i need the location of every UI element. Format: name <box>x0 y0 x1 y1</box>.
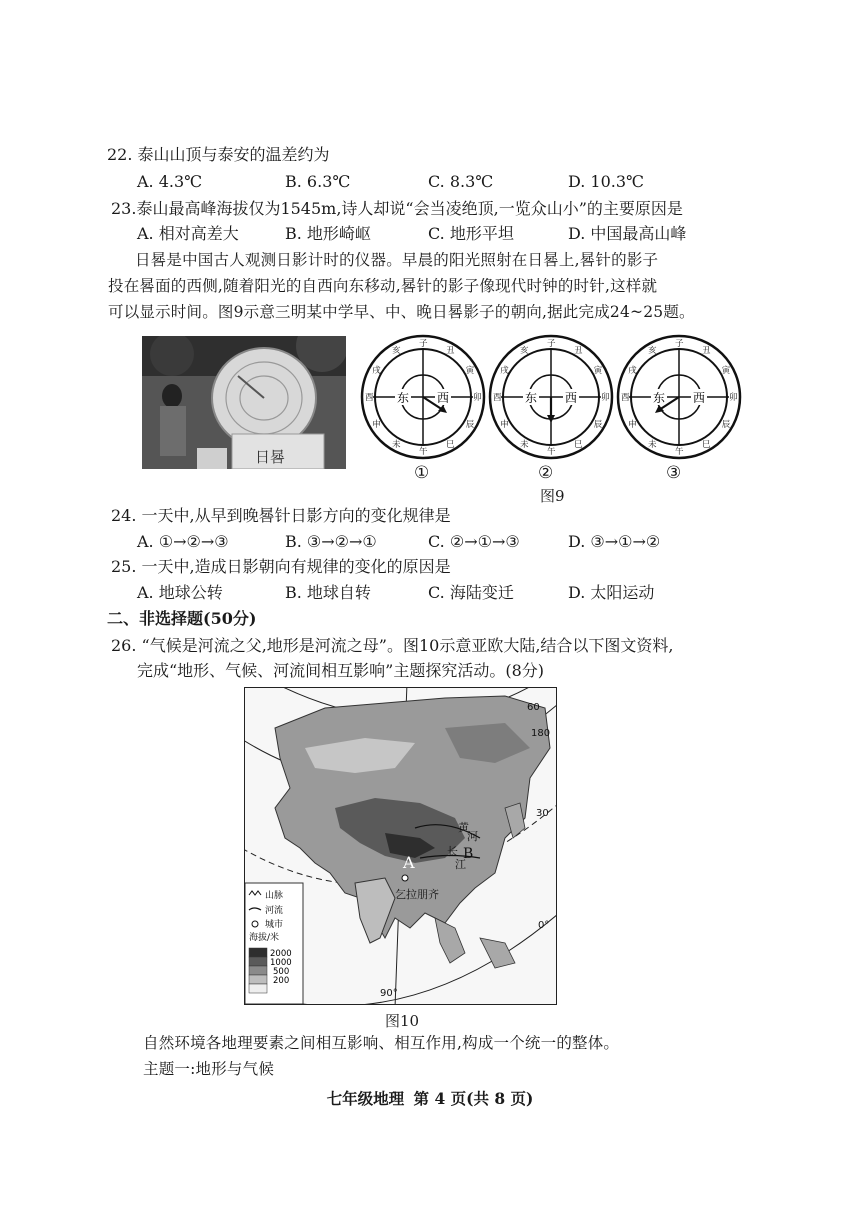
q25-option-b: B. 地球自转 <box>285 583 371 602</box>
dial-branch-char: 亥 <box>520 346 529 357</box>
map-river-label-2: 河 <box>467 830 478 843</box>
q22-option-b: B. 6.3℃ <box>285 172 351 191</box>
sundial-diagram-3 <box>615 333 743 461</box>
dial-branch-char: 午 <box>675 447 684 457</box>
dial-branch-char: 丑 <box>446 346 455 357</box>
dial2-west-label: 西 <box>565 391 578 405</box>
q23-option-d: D. 中国最高山峰 <box>568 224 687 243</box>
dial-branch-char: 申 <box>372 420 381 430</box>
sundial-diagram-2 <box>487 333 615 461</box>
map-label-a: A <box>403 853 415 872</box>
q23-option-a: A. 相对高差大 <box>137 224 239 243</box>
dial-branch-char: 未 <box>520 439 529 450</box>
dial-branch-char: 酉 <box>493 393 502 403</box>
dial-branch-char: 丑 <box>574 346 583 357</box>
map-lat-30: 30 <box>536 808 549 819</box>
dial-branch-char: 戌 <box>628 366 637 376</box>
dial-branch-char: 寅 <box>593 366 603 376</box>
dial-branch-char: 丑 <box>702 346 711 357</box>
dial3-west-label: 西 <box>693 391 706 405</box>
sundial-diagram-1 <box>359 333 487 461</box>
legend-level-200: 200 <box>273 976 290 986</box>
legend-level-1000: 1000 <box>270 958 292 968</box>
dial-branch-char: 寅 <box>721 366 731 376</box>
dial-branch-char: 申 <box>500 420 509 430</box>
footer-page: 第 4 页(共 8 页) <box>413 1089 534 1108</box>
dial-branch-char: 巳 <box>574 439 583 450</box>
q24-option-b: B. ③→②→① <box>285 532 377 551</box>
dial-branch-char: 巳 <box>702 439 711 450</box>
q22-option-d: D. 10.3℃ <box>568 172 644 191</box>
dial-branch-char: 辰 <box>721 420 731 430</box>
dial-branch-char: 子 <box>419 339 428 349</box>
dial-branch-char: 亥 <box>648 346 657 357</box>
dial-branch-char: 申 <box>628 420 637 430</box>
dial-branch-char: 戌 <box>372 366 381 376</box>
map-city-label: 乞拉朋齐 <box>395 888 439 901</box>
map-lon-90: 90° <box>380 988 398 999</box>
q22-option-a: A. 4.3℃ <box>137 172 203 191</box>
dial-branch-char: 巳 <box>446 439 455 450</box>
figure10-caption: 图10 <box>385 1012 420 1030</box>
dial-branch-char: 卯 <box>601 393 610 403</box>
intro-line-2: 投在晷面的西侧,随着阳光的自西向东移动,晷针的影子像现代时钟的时针,这样就 <box>108 277 658 295</box>
map-lat-60: 60 <box>527 702 540 713</box>
eurasia-map <box>244 687 557 1005</box>
dial-branch-char: 戌 <box>500 366 509 376</box>
dial1-west-label: 西 <box>437 391 450 405</box>
dial-branch-char: 寅 <box>465 366 475 376</box>
map-river-label-4: 江 <box>455 858 466 871</box>
map-river-label-1: 黄 <box>458 821 469 834</box>
q25-option-c: C. 海陆变迁 <box>428 583 514 602</box>
dial-branch-char: 子 <box>675 339 684 349</box>
sundial-photo-label: 日晷 <box>255 448 286 466</box>
dial3-east-label: 东 <box>653 391 666 405</box>
body-text: 自然环境各地理要素之间相互影响、相互作用,构成一个统一的整体。 <box>143 1034 620 1052</box>
q23-option-c: C. 地形平坦 <box>428 224 514 243</box>
dial-branch-char: 未 <box>648 439 657 450</box>
q25-stem: 25. 一天中,造成日影朝向有规律的变化的原因是 <box>111 557 451 576</box>
legend-city: 城市 <box>265 920 284 930</box>
dial-number-1: ① <box>414 463 430 483</box>
dial-branch-char: 亥 <box>392 346 401 357</box>
intro-line-3: 可以显示时间。图9示意三明某中学早、中、晚日晷影子的朝向,据此完成24~25题。 <box>108 303 695 321</box>
dial-branch-char: 午 <box>419 447 428 457</box>
q23-stem: 23.泰山最高峰海拔仅为1545m,诗人却说“会当凌绝顶,一览众山小”的主要原因是 <box>111 199 683 218</box>
dial-branch-char: 辰 <box>465 420 475 430</box>
q24-option-d: D. ③→①→② <box>568 532 661 551</box>
dial-branch-char: 卯 <box>473 393 482 403</box>
dial-number-3: ③ <box>666 463 682 483</box>
dial-branch-char: 未 <box>392 439 401 450</box>
q26-line-2: 完成“地形、气候、河流间相互影响”主题探究活动。(8分) <box>137 661 545 680</box>
q24-stem: 24. 一天中,从早到晚晷针日影方向的变化规律是 <box>111 506 451 525</box>
theme-1-heading: 主题一:地形与气候 <box>143 1060 275 1078</box>
dial-branch-char: 卯 <box>729 393 738 403</box>
intro-line-1: 日晷是中国古人观测日影计时的仪器。早晨的阳光照射在日晷上,晷针的影子 <box>135 251 659 269</box>
map-lon-180: 180 <box>531 728 551 739</box>
dial-branch-char: 午 <box>547 447 556 457</box>
legend-level-500: 500 <box>273 967 290 977</box>
section-2-heading: 二、非选择题(50分) <box>107 609 257 628</box>
page-footer <box>0 1087 860 1109</box>
dial-branch-char: 酉 <box>621 393 630 403</box>
q25-option-d: D. 太阳运动 <box>568 583 655 602</box>
dial1-east-label: 东 <box>397 391 410 405</box>
q24-option-c: C. ②→①→③ <box>428 532 520 551</box>
legend-mountain: 山脉 <box>265 891 284 901</box>
footer-subject: 七年级地理 <box>326 1089 405 1108</box>
map-lat-0: 0° <box>538 920 550 931</box>
dial2-east-label: 东 <box>525 391 538 405</box>
q26-line-1: 26. “气候是河流之父,地形是河流之母”。图10示意亚欧大陆,结合以下图文资料, <box>111 636 674 655</box>
legend-elevation-title: 海拔/米 <box>249 933 280 943</box>
dial-branch-char: 酉 <box>365 393 374 403</box>
q24-option-a: A. ①→②→③ <box>137 532 229 551</box>
q23-option-b: B. 地形崎岖 <box>285 224 371 243</box>
q22-stem: 22. 泰山山顶与泰安的温差约为 <box>107 145 330 164</box>
sundial-photo <box>142 336 346 469</box>
map-label-b: B <box>463 846 474 862</box>
legend-level-2000: 2000 <box>270 949 292 959</box>
q25-option-a: A. 地球公转 <box>137 583 223 602</box>
figure9-caption: 图9 <box>540 487 565 505</box>
map-river-label-3: 长 <box>447 845 458 858</box>
legend-river: 河流 <box>265 906 284 916</box>
dial-branch-char: 子 <box>547 339 556 349</box>
dial-branch-char: 辰 <box>593 420 603 430</box>
dial-number-2: ② <box>538 463 554 483</box>
q22-option-c: C. 8.3℃ <box>428 172 494 191</box>
